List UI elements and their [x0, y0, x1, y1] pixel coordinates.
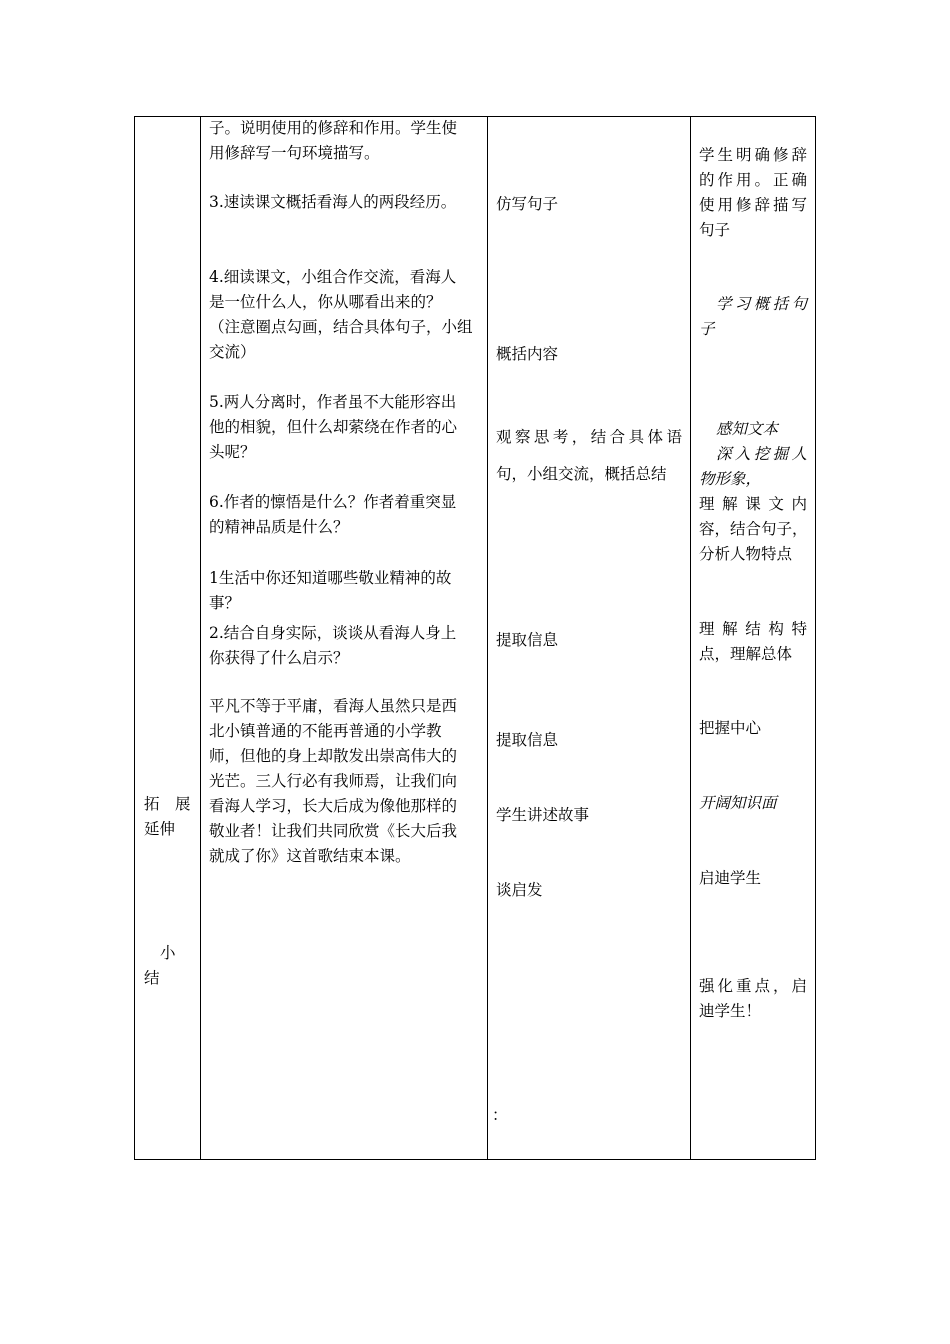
intent-line: 迪学生！ [699, 1002, 762, 1020]
intent-line: 容，结合句子， [699, 520, 808, 538]
content-line: 1生活中你还知道哪些敬业精神的故 [209, 569, 452, 587]
content-line: 的精神品质是什么？ [209, 518, 349, 536]
label-xiao: 小 [160, 944, 176, 962]
content-line: 是一位什么人，你从哪看出来的？ [209, 293, 442, 311]
content-line: 4.细读课文，小组合作交流，看海人 [209, 268, 457, 286]
intent-line: 深入挖掘人 [716, 445, 807, 463]
activity-tiqu: 提取信息 [496, 731, 559, 749]
intent-line: 开阔知识面 [699, 794, 777, 812]
column-divider-3 [690, 117, 691, 1159]
intent-line: 物形象， [699, 470, 762, 488]
intent-line: 学生明确修辞 [699, 146, 807, 164]
label-jie: 结 [144, 969, 160, 987]
content-line: （注意圈点勾画，结合具体句子，小组 [209, 318, 473, 336]
content-line: 敬业者！让我们共同欣赏《长大后我 [209, 822, 458, 840]
content-line: 3.速读课文概括看海人的两段经历。 [209, 193, 457, 211]
content-line: 他的相貌，但什么却萦绕在作者的心 [209, 418, 458, 436]
activity-fangxie: 仿写句子 [496, 195, 559, 213]
content-line: 用修辞写一句环境描写。 [209, 144, 380, 162]
content-line: 北小镇普通的不能再普通的小学教 [209, 722, 442, 740]
content-line: 2.结合自身实际，谈谈从看海人身上 [209, 624, 457, 642]
content-line: 平凡不等于平庸，看海人虽然只是西 [209, 697, 458, 715]
intent-line: 使用修辞描写 [699, 196, 807, 214]
intent-line: 强化重点，启 [699, 977, 807, 995]
intent-line: 把握中心 [699, 719, 762, 737]
content-line: 事？ [209, 594, 241, 612]
column-divider-1 [200, 117, 201, 1159]
content-line: 看海人学习，长大后成为像他那样的 [209, 797, 458, 815]
content-line: 光芒。三人行必有我师焉，让我们向 [209, 772, 458, 790]
activity-guancha: 观察思考，结合具体语 [496, 428, 682, 446]
label-zhan: 展 [175, 795, 191, 813]
label-tuo: 拓 [144, 795, 160, 813]
activity-gaikuo: 概括内容 [496, 345, 559, 363]
content-line: 师，但他的身上却散发出崇高伟大的 [209, 747, 458, 765]
label-yanshen: 延伸 [144, 820, 176, 838]
content-line: 交流） [209, 343, 256, 361]
content-line: 5.两人分离时，作者虽不大能形容出 [209, 393, 457, 411]
intent-line: 启迪学生 [699, 869, 762, 887]
intent-line: 句子 [699, 221, 731, 239]
content-line: 就成了你》这首歌结束本课。 [209, 847, 411, 865]
intent-line: 分析人物特点 [699, 545, 793, 563]
column-divider-2 [487, 117, 488, 1159]
activity-jiangshu: 学生讲述故事 [496, 806, 590, 824]
intent-line: 的作用。正确 [699, 171, 807, 189]
content-line: 头呢？ [209, 443, 256, 461]
content-line: 6.作者的懔悟是什么？作者着重突显 [209, 493, 457, 511]
intent-line: 感知文本 [716, 420, 779, 438]
intent-line: 子 [699, 320, 715, 338]
intent-line: 理解课文内 [699, 495, 807, 513]
intent-line: 学习概括句 [716, 295, 807, 313]
activity-guancha: 句，小组交流，概括总结 [496, 465, 667, 483]
content-line: 子。说明使用的修辞和作用。学生使 [209, 119, 458, 137]
intent-line: 点，理解总体 [699, 645, 793, 663]
activity-tiqu: 提取信息 [496, 631, 559, 649]
activity-colon: ： [492, 1106, 508, 1124]
activity-tanqifa: 谈启发 [496, 881, 543, 899]
content-line: 你获得了什么启示？ [209, 649, 349, 667]
intent-line: 理解结构特 [699, 620, 807, 638]
